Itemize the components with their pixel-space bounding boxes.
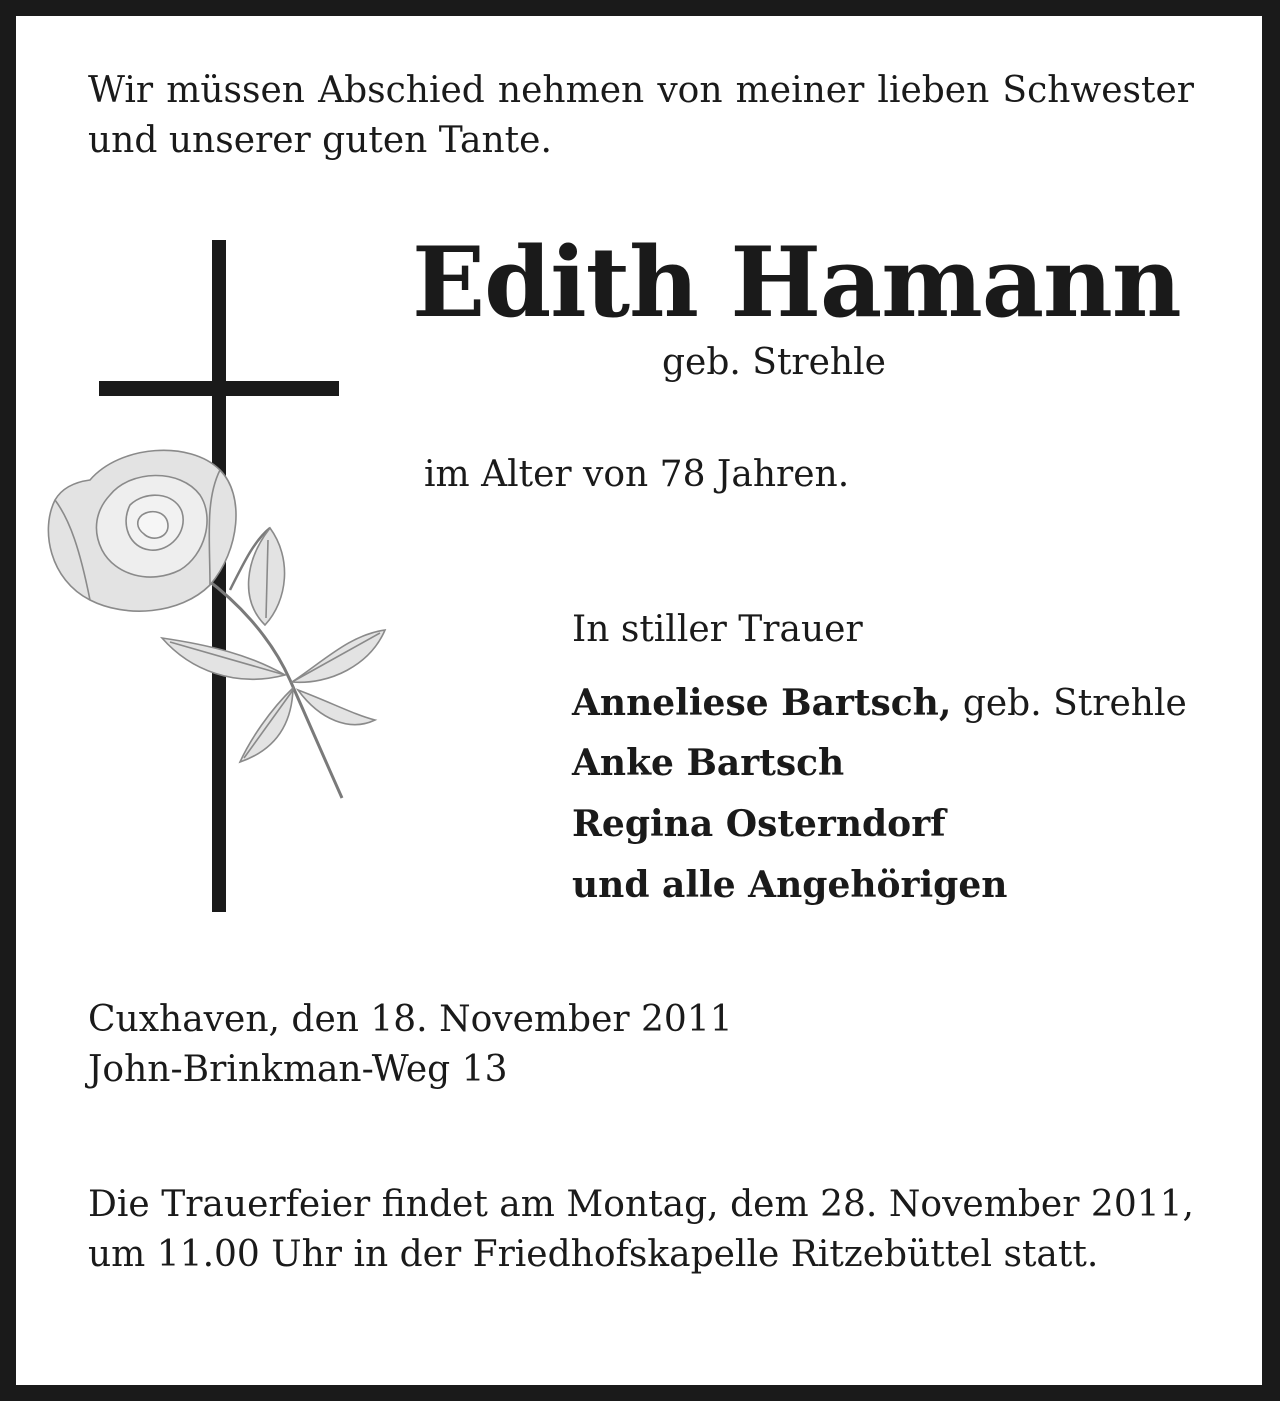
address: John-Brinkman-Weg 13 (88, 1049, 508, 1090)
rose-icon (30, 440, 410, 810)
deceased-name: Edith Hamann (412, 226, 1181, 339)
mourner-suffix: geb. Strehle (951, 683, 1187, 724)
mourners-heading: In stiller Trauer (572, 609, 863, 650)
age-line: im Alter von 78 Jahren. (424, 454, 850, 495)
mourner-line (572, 799, 946, 850)
cross-icon-bar (99, 381, 339, 396)
maiden-name: geb. Strehle (662, 342, 886, 383)
mourner-name: Anneliese Bartsch, (572, 682, 952, 724)
place-date: Cuxhaven, den 18. November 2011 (88, 999, 733, 1040)
intro-text: Wir müssen Abschied nehmen von meiner lieben Schwester und unserer guten Tante. (88, 70, 1194, 161)
mourner-name: und alle Angehörigen (572, 864, 1008, 906)
funeral-info: Die Trauerfeier findet am Montag, dem 28. November 2011, um 11.00 Uhr in der Friedhofskapelle Ritzebüttel statt. (88, 1184, 1194, 1275)
mourner-name: Regina Osterndorf (572, 803, 946, 845)
mourner-line (572, 860, 1007, 911)
mourner-line (572, 678, 1187, 729)
mourner-name: Anke Bartsch (572, 742, 845, 784)
mourner-line (572, 738, 844, 789)
